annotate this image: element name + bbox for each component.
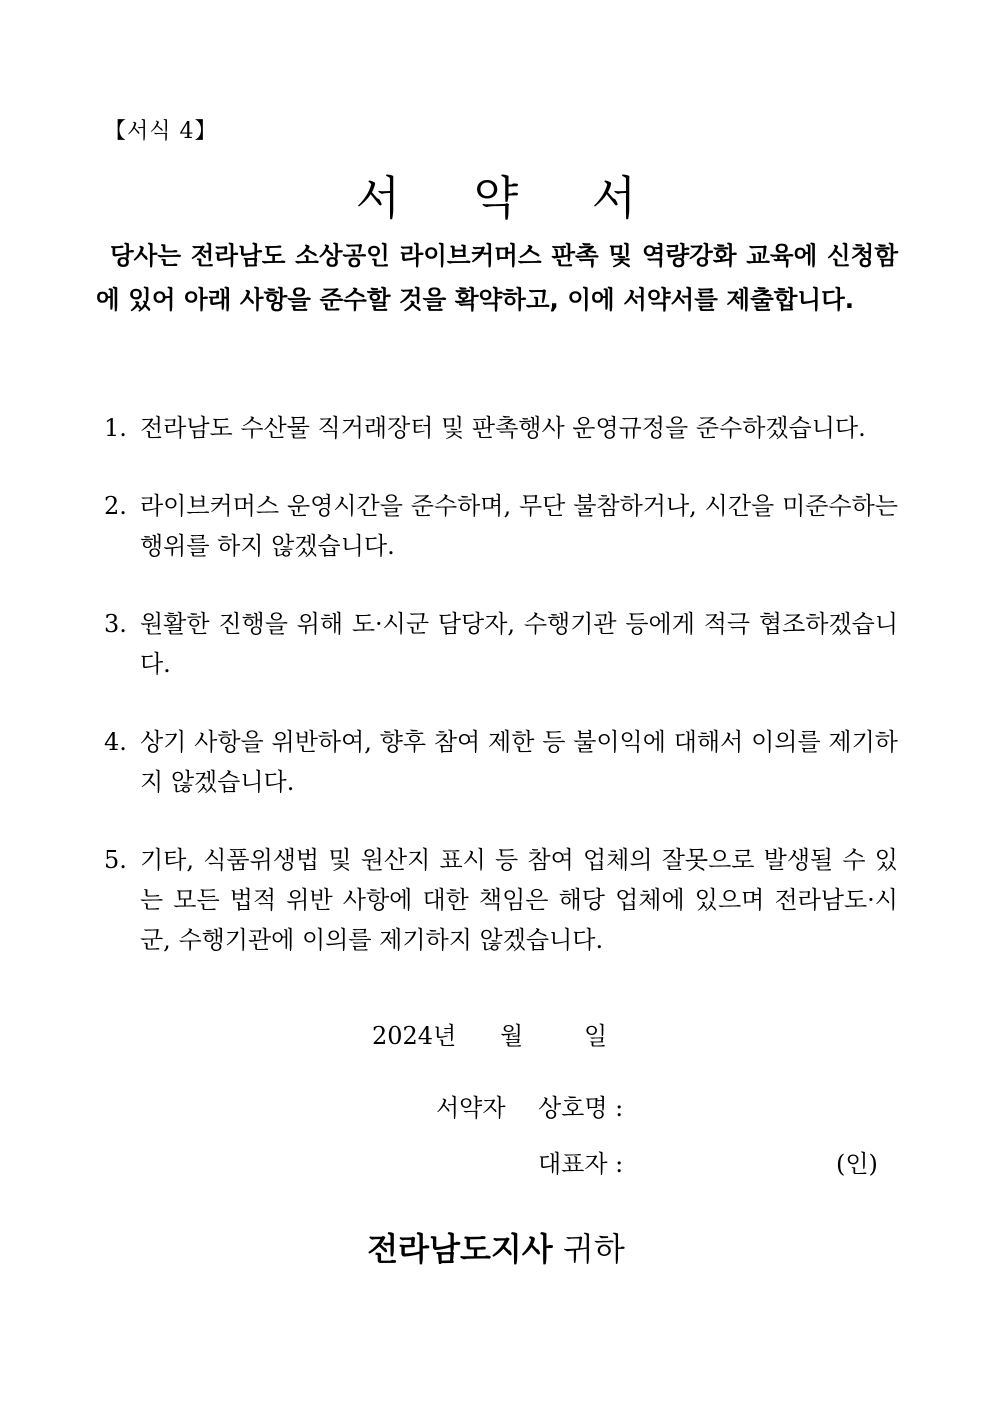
pledge-item xyxy=(104,722,898,802)
pledge-list xyxy=(104,408,898,998)
pledge-item-text: 전라남도 수산물 직거래장터 및 판촉행사 운영규정을 준수하겠습니다. xyxy=(140,414,866,442)
pledge-item-number: 5. xyxy=(104,846,127,874)
title-char: 서 xyxy=(591,171,637,225)
date-day: 일 xyxy=(584,1022,608,1050)
addressee-suffix: 귀하 xyxy=(562,1230,625,1268)
pledge-item xyxy=(104,408,898,448)
title-char: 약 xyxy=(473,171,519,225)
document-title xyxy=(0,162,992,228)
company-name-label: 상호명 : xyxy=(538,1094,624,1122)
title-char: 서 xyxy=(355,171,401,225)
pledge-item-text: 기타, 식품위생법 및 원산지 표시 등 참여 업체의 잘못으로 발생될 수 있는 모든 법적 위반 사항에 대한 책임은 해당 업체에 있으며 전라남도·시군, 수행기관에 이의를 제기하지 않겠습니다. xyxy=(140,846,898,954)
pledge-item-text: 상기 사항을 위반하여, 향후 참여 제한 등 불이익에 대해서 이의를 제기하지 않겠습니다. xyxy=(140,728,898,796)
pledge-item xyxy=(104,840,898,960)
pledge-item-number: 3. xyxy=(104,610,127,638)
date-month: 월 xyxy=(500,1022,524,1050)
pledge-item-number: 1. xyxy=(104,414,127,442)
seal-mark: (인) xyxy=(836,1150,878,1178)
date-line xyxy=(372,1016,607,1051)
pledge-item-text: 원활한 진행을 위해 도·시군 담당자, 수행기관 등에게 적극 협조하겠습니다. xyxy=(140,610,898,678)
pledge-item-number: 2. xyxy=(104,492,127,520)
date-year: 2024년 xyxy=(372,1022,457,1050)
signer-label: 서약자 xyxy=(436,1094,506,1122)
addressee xyxy=(0,1224,992,1270)
pledge-item-number: 4. xyxy=(104,728,127,756)
pledge-item xyxy=(104,604,898,684)
intro-paragraph: 당사는 전라남도 소상공인 라이브커머스 판촉 및 역량강화 교육에 신청함에 있어 아래 사항을 준수할 것을 확약하고, 이에 서약서를 제출합니다. xyxy=(96,241,898,314)
representative-label: 대표자 : xyxy=(538,1150,624,1178)
pledge-item-text: 라이브커머스 운영시간을 준수하며, 무단 불참하거나, 시간을 미준수하는 행위를 하지 않겠습니다. xyxy=(140,492,898,560)
form-number-label: 【서식 4】 xyxy=(104,119,218,144)
addressee-org: 전라남도지사 xyxy=(367,1230,553,1268)
pledge-item xyxy=(104,486,898,566)
